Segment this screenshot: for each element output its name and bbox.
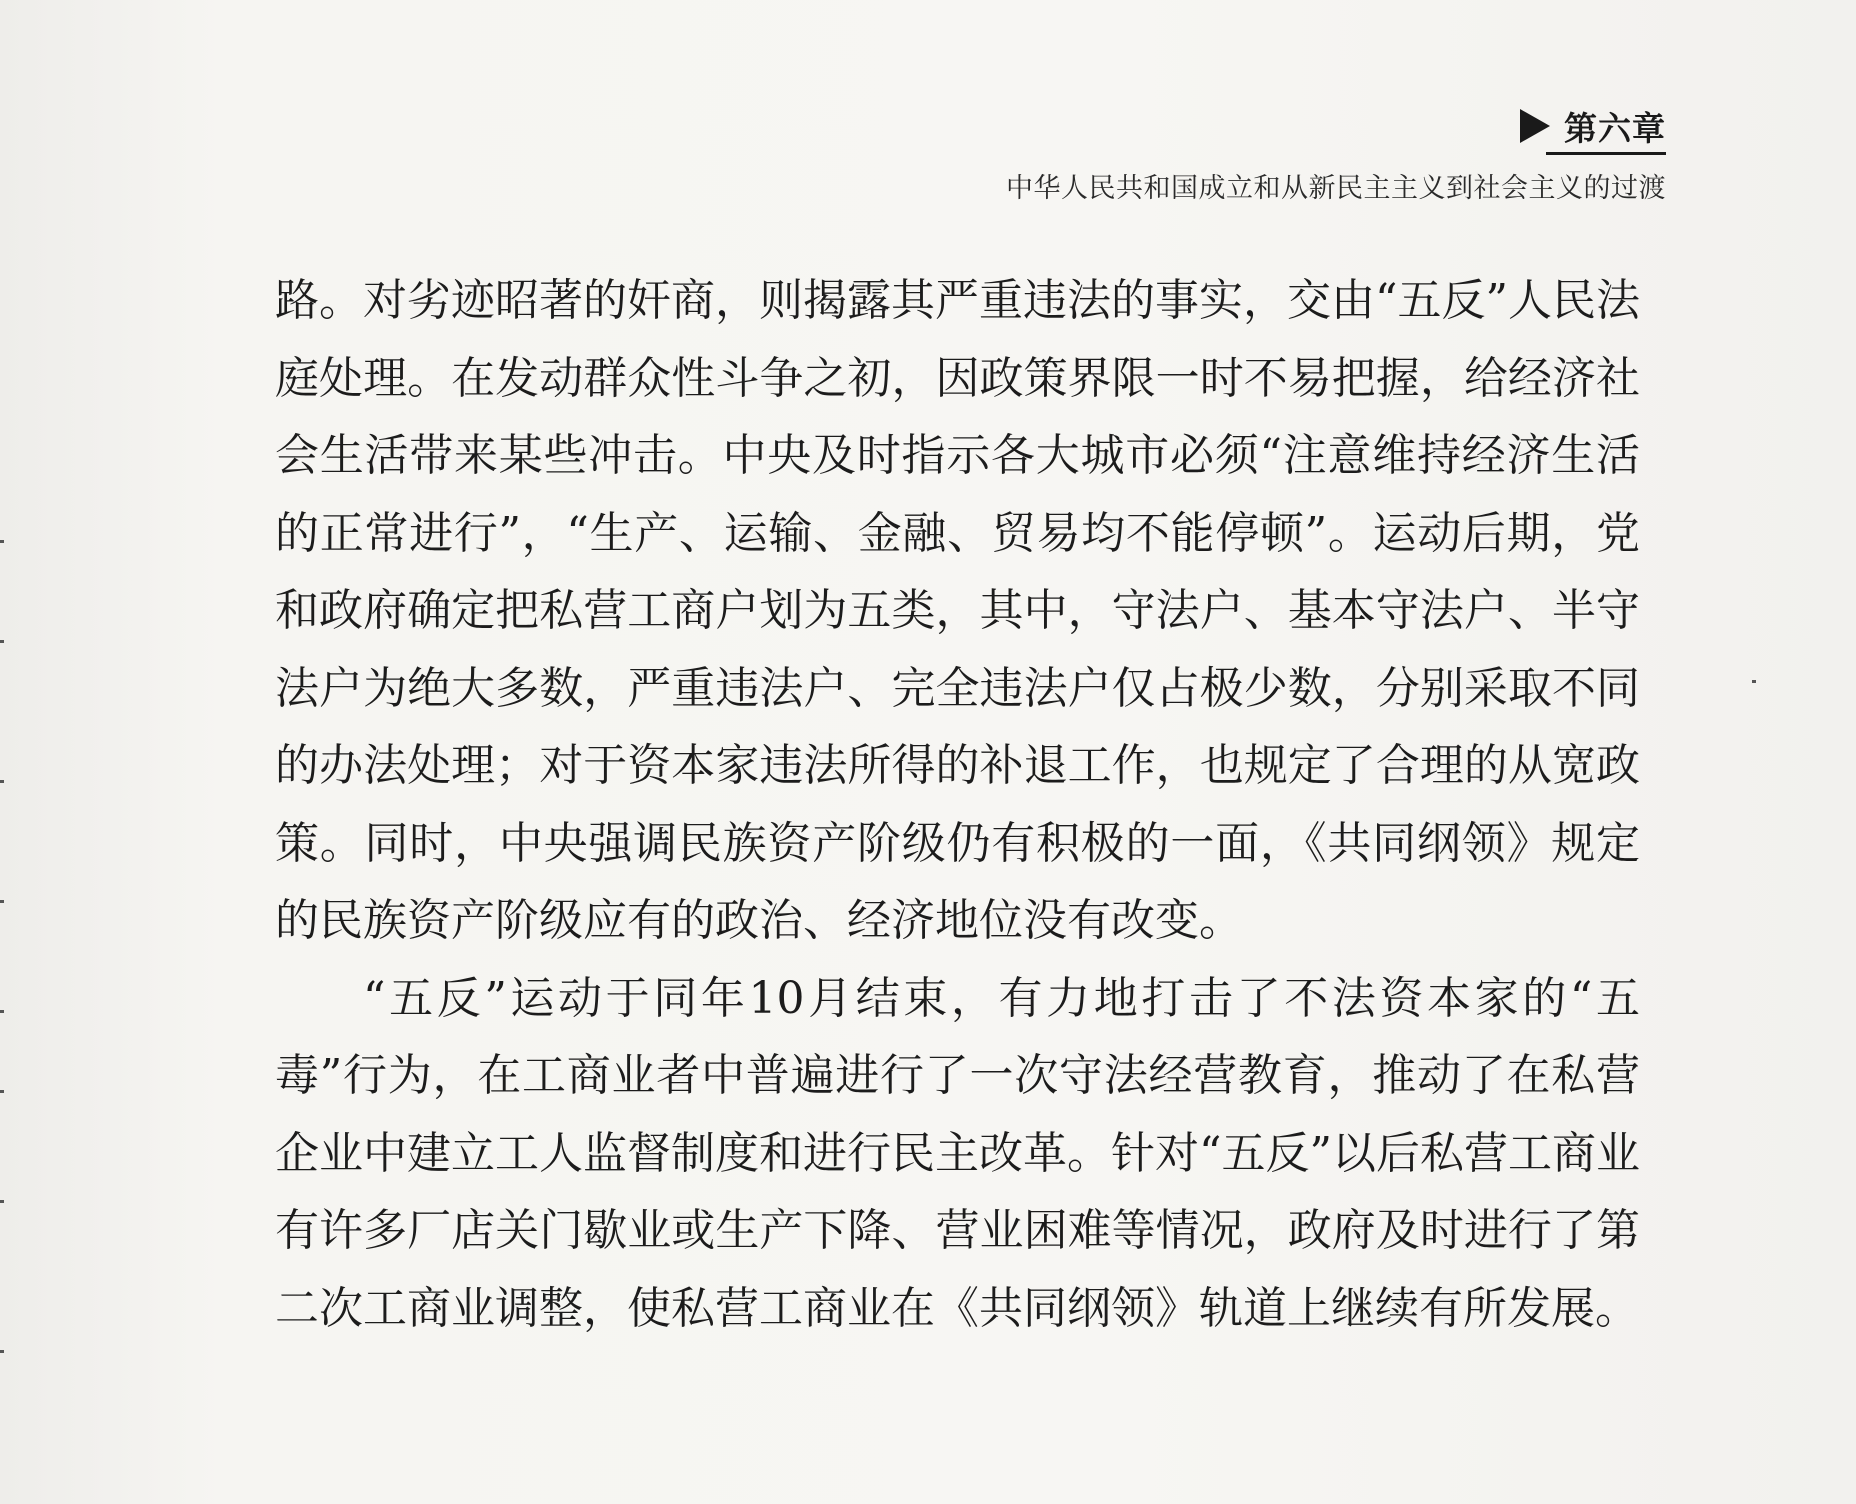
scan-margin-mark [0,1090,4,1093]
running-header [1006,100,1666,205]
scan-margin-mark [0,900,4,903]
scan-margin-mark [0,540,4,543]
paragraph: 路。对劣迹昭著的奸商，则揭露其严重违法的事实，交由“五反”人民法庭处理。在发动群众性斗争之初，因政策界限一时不易把握，给经济社会生活带来某些冲击。中央及时指示各大城市必须“注意维持经济生活的正常进行”，“生产、运输、金融、贸易均不能停顿”。运动后期，党和政府确定把私营工商户划为五类，其中，守法户、基本守法户、半守法户为绝大多数，严重违法户、完全违法户仅占极少数，分别采取不同的办法处理；对于资本家违法所得的补退工作，也规定了合理的从宽政策。同时，中央强调民族资产阶级仍有积极的一面，《共同纲领》规定的民族资产阶级应有的政治、经济地位没有改变。 [275,275,1640,946]
scan-margin-mark [0,640,4,643]
scan-margin-mark [0,780,4,783]
scan-margin-mark [0,1010,4,1013]
body-text [275,262,1640,1347]
right-triangle-icon [1520,109,1550,143]
scan-margin-mark [0,1350,4,1353]
chapter-heading [1006,100,1666,152]
chapter-label: 第六章 [1564,108,1666,148]
chapter-subtitle: 中华人民共和国成立和从新民主主义到社会主义的过渡 [1006,173,1666,204]
scan-margin-mark [0,1200,4,1203]
chapter-underline [1546,152,1666,155]
paragraph: “五反”运动于同年10月结束，有力地打击了不法资本家的“五毒”行为，在工商业者中普遍进行了一次守法经营教育，推动了在私营企业中建立工人监督制度和进行民主改革。针对“五反”以后私营工商业有许多厂店关门歇业或生产下降、营业困难等情况，政府及时进行了第二次工商业调整，使私营工商业在《共同纲领》轨道上继续有所发展。 [275,972,1640,1334]
scan-margin-mark [1752,680,1756,683]
